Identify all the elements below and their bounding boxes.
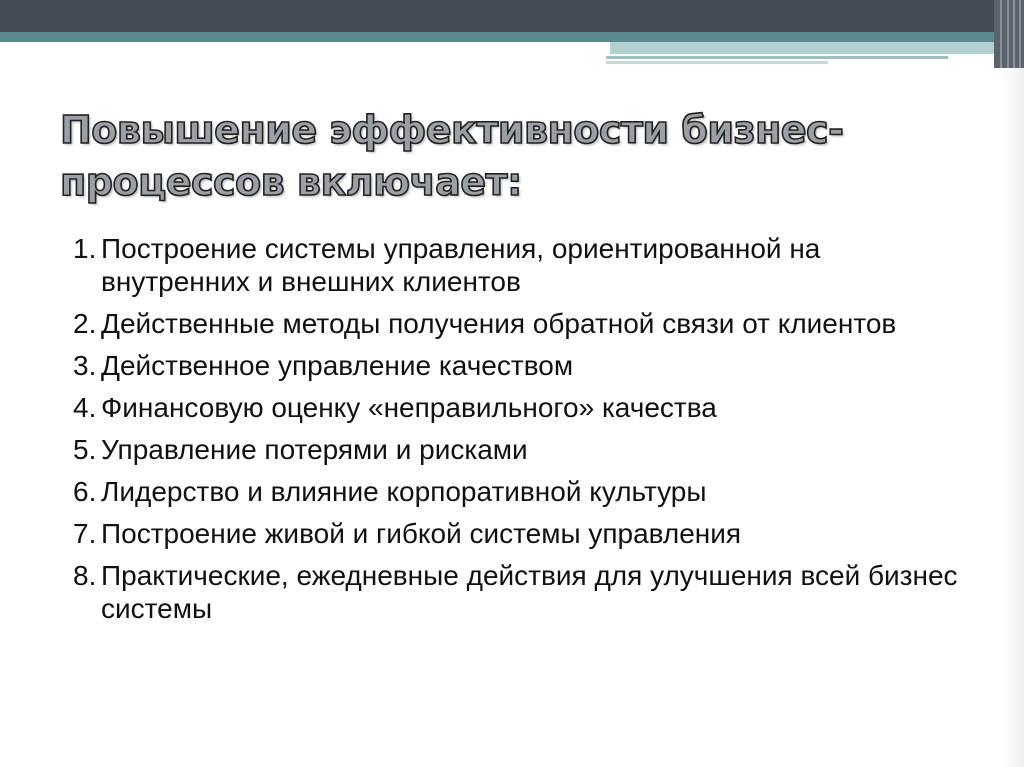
corner-stripes <box>994 0 1024 68</box>
list-item-text: Действенное управление качеством <box>101 350 574 381</box>
list-item-number: 3. <box>73 350 97 381</box>
list-item <box>73 391 973 424</box>
list-item-number: 6. <box>73 476 97 507</box>
list-item-text: Практические, ежедневные действия для улучшения всей бизнес системы <box>101 560 958 624</box>
list-item-text: Действенные методы получения обратной связи от клиентов <box>101 308 897 339</box>
list-item-number: 8. <box>73 560 97 591</box>
slide-title: Повышение эффективности бизнес-процессов включает: <box>60 108 844 204</box>
list-item-number: 4. <box>73 392 97 423</box>
list-item <box>73 433 973 466</box>
list-item-text: Управление потерями и рисками <box>101 434 528 465</box>
list-item-text: Построение системы управления, ориентированной на внутренних и внешних клиентов <box>101 233 821 297</box>
list-item <box>73 349 973 382</box>
list-item <box>73 559 973 625</box>
list-item-text: Построение живой и гибкой системы управления <box>101 518 742 549</box>
right-edge-shadow <box>1000 68 1024 767</box>
header-band-dark <box>0 0 1024 32</box>
list-item <box>73 475 973 508</box>
header-band-teal-light <box>610 42 1010 54</box>
list-item-number: 2. <box>73 308 97 339</box>
header-accent-line <box>606 56 948 59</box>
list-item <box>73 307 973 340</box>
header-band-teal <box>0 32 1010 42</box>
list-item-text: Лидерство и влияние корпоративной культуры <box>101 476 707 507</box>
numbered-list <box>73 232 973 634</box>
list-item-text: Финансовую оценку «неправильного» качества <box>101 392 717 423</box>
list-item <box>73 232 973 298</box>
list-item-number: 7. <box>73 518 97 549</box>
list-item-number: 1. <box>73 233 97 264</box>
header-accent-line-secondary <box>606 61 828 64</box>
list-item <box>73 517 973 550</box>
list-item-number: 5. <box>73 434 97 465</box>
